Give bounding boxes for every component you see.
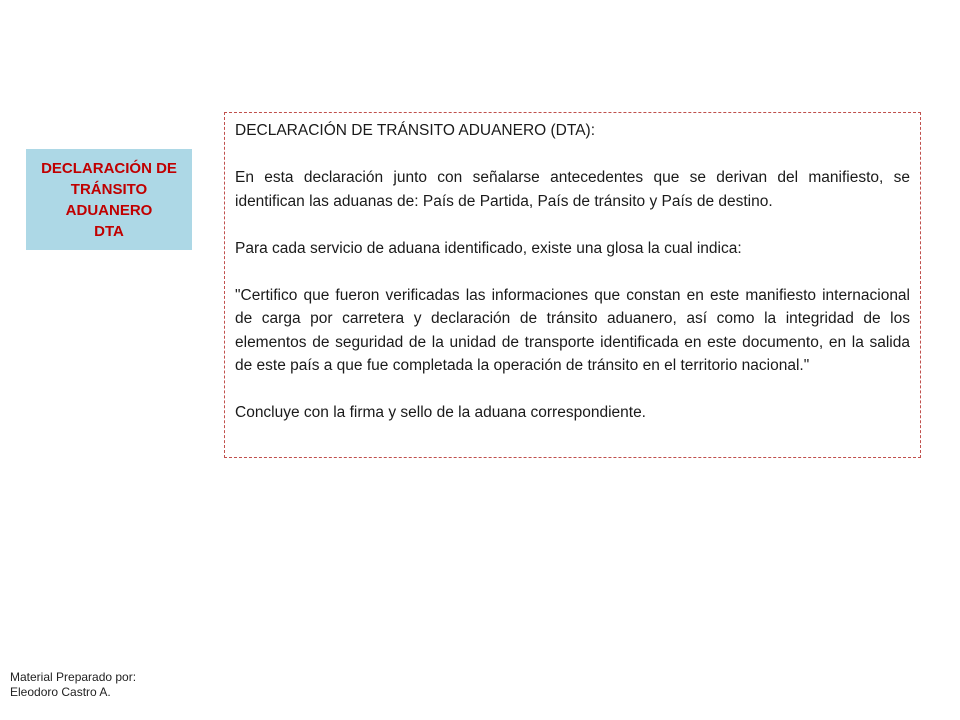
section-title-line-3: ADUANERO xyxy=(65,201,153,219)
section-title-line-1: DECLARACIÓN DE xyxy=(41,159,177,177)
section-title-line-2: TRÁNSITO xyxy=(70,180,148,198)
author-credit xyxy=(10,670,136,700)
content-paragraph-3: "Certifico que fueron verificadas las informaciones que constan en este manifiesto internacional de carga por carretera y declaración de tránsito aduanero, así como la integridad de los elementos de seguridad de la unidad de transporte identificada en este documento, en la salida de este país a que fue completada la operación de tránsito en el territorio nacional." xyxy=(235,286,910,374)
content-paragraph-2: Para cada servicio de aduana identificado, existe una glosa la cual indica: xyxy=(235,239,742,257)
content-paragraph-1: En esta declaración junto con señalarse antecedentes que se derivan del manifiesto, se identifican las aduanas de: País de Partida, País de tránsito y País de destino. xyxy=(235,169,910,210)
section-title-box xyxy=(26,149,192,250)
section-title xyxy=(41,158,177,242)
author-credit-line-1: Material Preparado por: xyxy=(10,670,137,684)
content-heading: DECLARACIÓN DE TRÁNSITO ADUANERO (DTA): xyxy=(235,122,595,139)
author-credit-line-2: Eleodoro Castro A. xyxy=(10,685,111,699)
section-title-line-4: DTA xyxy=(94,222,124,240)
content-text-box xyxy=(224,112,921,458)
content-paragraph-4: Concluye con la firma y sello de la aduana correspondiente. xyxy=(235,404,646,421)
